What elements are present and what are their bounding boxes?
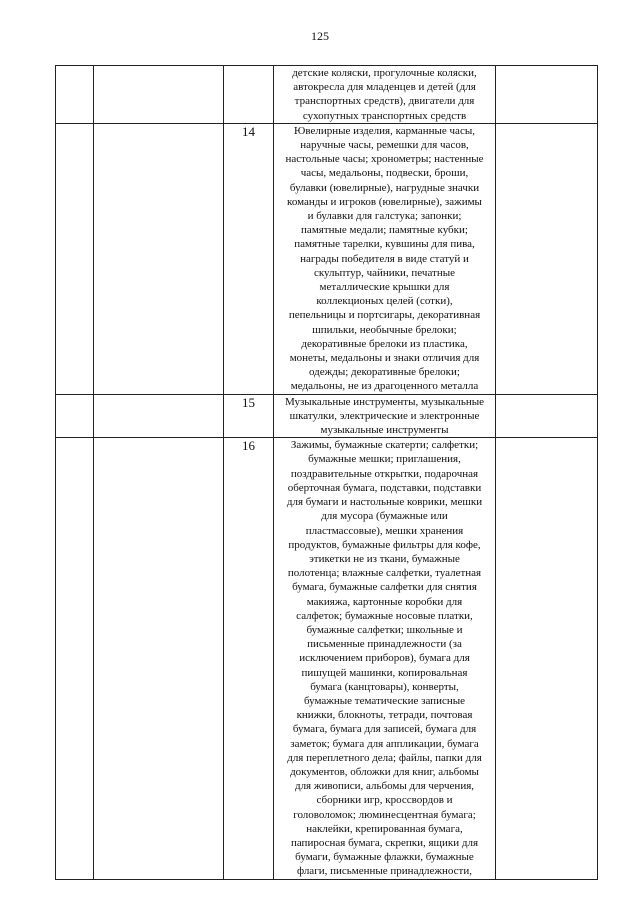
description-line: исключением приборов), бумага для <box>299 652 470 665</box>
description-line: салфеток; бумажные носовые платки, <box>296 609 473 622</box>
description-line: шпильки, необычные брелоки; <box>312 323 457 336</box>
description-line: музыкальные инструменты <box>320 424 449 437</box>
description-line: скульптур, чайники, печатные <box>313 266 456 279</box>
description-line: оберточная бумага, подставки, подставки <box>287 481 482 494</box>
description-line: продуктов, бумажные фильтры для кофе, <box>288 538 481 551</box>
description-line: для мусора (бумажные или <box>321 510 448 523</box>
empty-cell-col2 <box>94 123 224 394</box>
description-line: металлические крышки для <box>319 281 450 294</box>
description-line: бумажные тематические записные <box>303 694 465 707</box>
description-line: Музыкальные инструменты, музыкальные <box>284 395 485 408</box>
description-line: заметок; бумага для аппликации, бумага <box>290 737 479 750</box>
description-line: бумажные салфетки; школьные и <box>306 623 463 636</box>
table-body <box>56 66 598 880</box>
description-line: полотенца; влажные салфетки, туалетная <box>287 567 482 580</box>
empty-cell-col2 <box>94 438 224 879</box>
table-row <box>56 438 598 879</box>
description-line: бумаги, бумажные флажки, бумажные <box>295 851 474 864</box>
class-number: 14 <box>224 123 274 394</box>
description-line: памятные тарелки, кувшины для пива, <box>294 238 475 251</box>
description-line: для живописи, альбомы для черчения, <box>294 780 475 793</box>
description-line: и булавки для галстука; запонки; <box>307 210 462 223</box>
description-line: пластмассовые), мешки хранения <box>305 524 464 537</box>
description-line: пепельницы и портсигары, декоративная <box>288 309 481 322</box>
empty-cell-col1 <box>56 123 94 394</box>
description-line: бумага, бумажные салфетки для снятия <box>292 581 477 594</box>
description-line: Ювелирные изделия, карманные часы, <box>294 124 475 137</box>
empty-cell-col5 <box>496 123 598 394</box>
empty-cell-col2 <box>94 394 224 438</box>
description-line: шкатулки, электрические и электронные <box>289 409 480 422</box>
description-line: флаги, письменные принадлежности, <box>296 865 473 878</box>
empty-cell-col2 <box>94 66 224 124</box>
description-line: бумага (канцтовары), конверты, <box>310 680 459 693</box>
description-line: коллекционых целей (сотки), <box>316 295 453 308</box>
empty-cell-col5 <box>496 394 598 438</box>
goods-description <box>274 66 496 124</box>
description-line: декоративные брелоки из пластика, <box>301 337 468 350</box>
goods-description <box>274 394 496 438</box>
empty-cell-col1 <box>56 66 94 124</box>
description-line: для переплетного дела; файлы, папки для <box>287 751 482 764</box>
description-line: наклейки, крепированная бумага, <box>306 822 463 835</box>
description-line: настольные часы; хронометры; настенные <box>285 153 484 166</box>
table-row <box>56 123 598 394</box>
description-line: сборники игр, кроссвордов и <box>316 794 453 807</box>
description-line: автокресла для младенцев и детей (для <box>293 81 476 94</box>
goods-description <box>274 123 496 394</box>
description-line: детские коляски, прогулочные коляски, <box>292 67 477 79</box>
description-line: макияжа, картонные коробки для <box>306 595 463 608</box>
goods-description <box>274 438 496 879</box>
description-line: транспортных средств), двигатели для <box>294 95 475 108</box>
description-line: этикетки не из ткани, бумажные <box>309 552 460 565</box>
description-line: одежды; декоративные брелоки; <box>309 366 460 379</box>
description-line: головоломок; люминесцентная бумага; <box>293 808 476 821</box>
description-line: булавки (ювелирные), нагрудные значки <box>289 181 480 194</box>
empty-cell-col5 <box>496 66 598 124</box>
class-number <box>224 66 274 124</box>
description-line: бумажные мешки; приглашения, <box>308 453 461 466</box>
description-line: наручные часы, ремешки для часов, <box>300 139 469 152</box>
description-line: папиросная бумага, скрепки, ящики для <box>290 836 479 849</box>
description-line: монеты, медальоны и знаки отличия для <box>289 352 480 365</box>
description-line: книжки, блокноты, тетради, почтовая <box>296 709 473 722</box>
page-number: 125 <box>311 29 329 43</box>
description-line: документов, обложки для книг, альбомы <box>290 765 479 778</box>
description-line: пишущей машинки, копировальная <box>301 666 468 679</box>
empty-cell-col1 <box>56 438 94 879</box>
table-row <box>56 394 598 438</box>
empty-cell-col1 <box>56 394 94 438</box>
description-line: сухопутных транспортных средств <box>302 109 467 122</box>
class-number: 15 <box>224 394 274 438</box>
description-line: поздравительные открытки, подарочная <box>290 467 479 480</box>
description-line: Зажимы, бумажные скатерти; салфетки; <box>290 439 479 452</box>
description-line: письменные принадлежности (за <box>307 638 462 651</box>
description-line: часы, медальоны, подвески, броши, <box>300 167 469 180</box>
description-line: награды победителя в виде статуй и <box>300 252 469 265</box>
empty-cell-col5 <box>496 438 598 879</box>
description-line: команды и игроков (ювелирные), зажимы <box>287 195 482 208</box>
class-number: 16 <box>224 438 274 879</box>
description-line: медальоны, не из драгоценного металла <box>290 380 479 393</box>
document-table <box>55 65 598 880</box>
description-line: для бумаги и настольные коврики, мешки <box>286 496 483 509</box>
description-line: памятные медали; памятные кубки; <box>301 224 468 237</box>
description-line: бумага, бумага для записей, бумага для <box>292 723 477 736</box>
table-row <box>56 66 598 124</box>
